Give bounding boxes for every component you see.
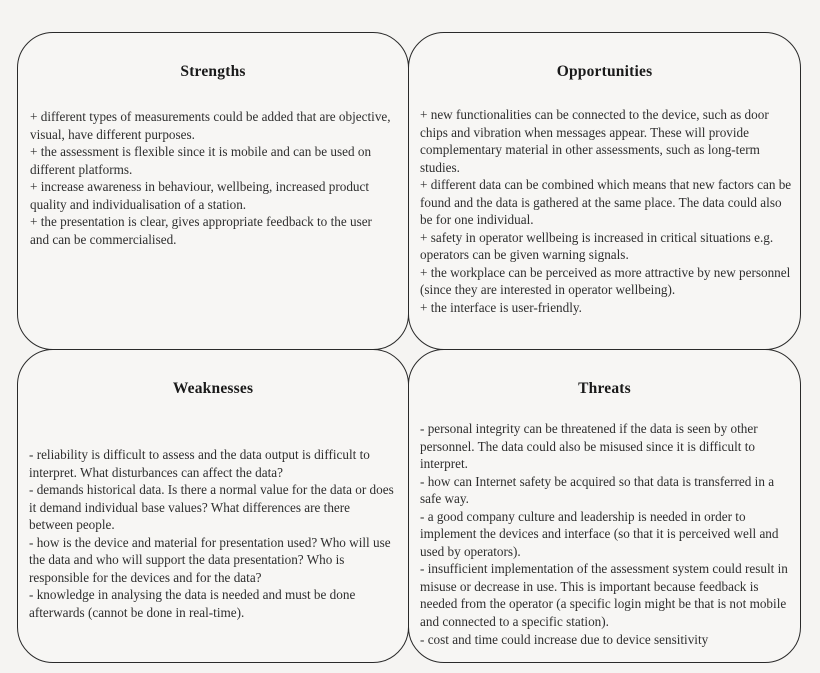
swot-item: + the presentation is clear, gives appropriate feedback to the user and can be commercialised. [30,214,372,247]
quadrant-strengths-title: Strengths [180,63,246,80]
quadrant-weaknesses-title: Weaknesses [172,380,254,397]
quadrant-strengths-body [18,81,408,248]
swot-item: + different types of measurements could be added that are objective, visual, have different purposes. [30,109,391,142]
quadrant-opportunities [408,32,801,350]
swot-item: - personal integrity can be threatened if the data is seen by other personnel. The data could also be misused since it is difficult to interpret. [420,421,758,472]
swot-item: - reliability is difficult to assess and the data output is difficult to interpret. What disturbances can affect the data? [29,447,370,480]
quadrant-opportunities-body [409,81,800,317]
swot-item: + new functionalities can be connected to the device, such as door chips and vibration when messages appear. These will provide complementary material in other assessments, such as long-term studies. [420,107,769,175]
swot-item: - a good company culture and leadership is needed in order to implement the devices and interface (so that it is perceived well and used by operators). [420,508,779,559]
swot-item: - demands historical data. Is there a normal value for the data or does it demand individual base values? What differences are there between people. [29,482,394,533]
quadrant-opportunities-title: Opportunities [556,63,653,80]
quadrant-strengths [17,32,409,350]
swot-item: + the interface is user-friendly. [420,300,582,316]
swot-item: + different data can be combined which means that new factors can be found and the data is gathered at the same place. The data could also be for one individual. [420,177,792,228]
swot-item: - how is the device and material for presentation used? Who will use the data and who will support the data presentation? Who is responsible for the devices and for the data? [29,534,391,585]
swot-item: + increase awareness in behaviour, wellbeing, increased product quality and individualisation of a station. [30,179,370,212]
quadrant-threats [408,349,801,663]
quadrant-weaknesses-body [18,398,408,621]
swot-item: - cost and time could increase due to device sensitivity [420,631,709,647]
quadrant-weaknesses [17,349,409,663]
swot-item: + the workplace can be perceived as more attractive by new personnel (since they are interested in operator wellbeing). [420,264,791,298]
quadrant-threats-body [409,398,800,648]
quadrant-threats-title: Threats [578,380,631,397]
swot-item: + the assessment is flexible since it is mobile and can be used on different platforms. [30,144,372,177]
swot-item: - insufficient implementation of the assessment system could result in misuse or decrease in use. This is important because feedback is needed from the operator (a specific login might be that is not mobile and connected to a specific station). [420,561,788,630]
swot-item: - how can Internet safety be acquired so that data is transferred in a safe way. [420,473,775,507]
swot-item: - knowledge in analysing the data is needed and must be done afterwards (cannot be done in real-time). [29,587,356,620]
swot-item: + safety in operator wellbeing is increased in critical situations e.g. operators can be given warning signals. [420,229,774,263]
